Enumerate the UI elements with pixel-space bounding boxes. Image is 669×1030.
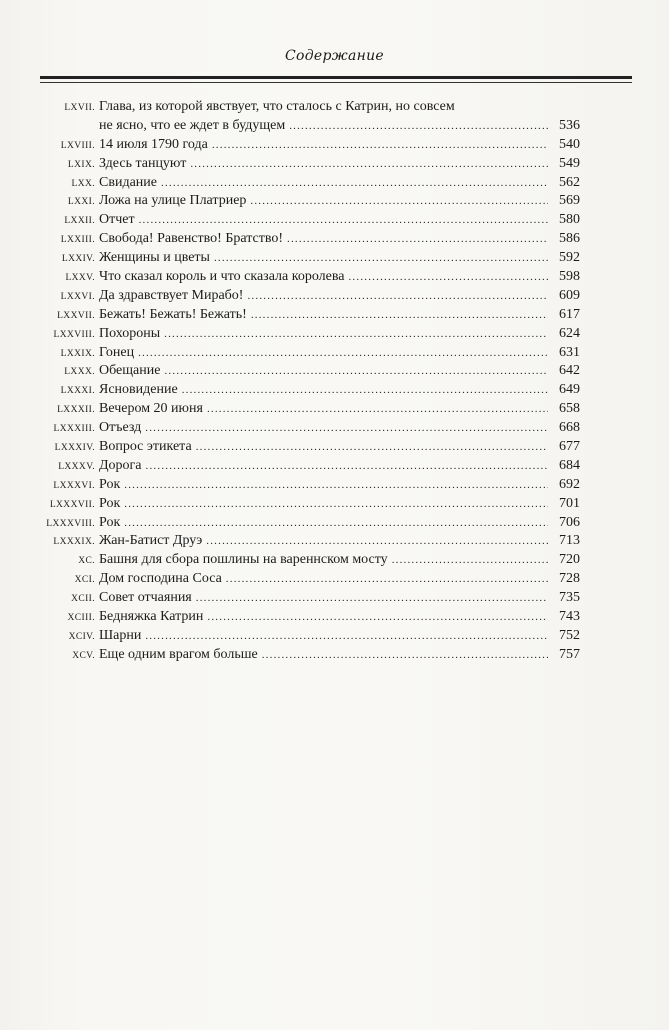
chapter-title: Еще одним врагом больше	[99, 646, 258, 662]
dot-leader	[262, 646, 548, 665]
toc-entry	[40, 570, 580, 589]
dot-leader	[145, 419, 548, 438]
chapter-title: Бежать! Бежать! Бежать!	[99, 306, 247, 322]
table-of-contents	[40, 98, 580, 665]
page-number: 706	[559, 514, 580, 530]
chapter-number: XC.	[78, 556, 95, 567]
chapter-number: LXIX.	[67, 159, 95, 170]
chapter-number: LXXIII.	[60, 235, 95, 246]
dot-leader	[196, 589, 548, 608]
chapter-title: Ложа на улице Платриер	[99, 193, 247, 209]
chapter-number: XCIII.	[67, 613, 95, 624]
toc-entry	[40, 438, 580, 457]
chapter-title: Дом господина Соса	[99, 571, 222, 587]
chapter-title: Обещание	[99, 363, 161, 379]
toc-entry	[40, 136, 580, 155]
dot-leader	[182, 381, 548, 400]
toc-entry	[40, 268, 580, 287]
chapter-number: LXXXI.	[60, 386, 95, 397]
toc-entry	[40, 306, 580, 325]
toc-entry	[40, 457, 580, 476]
page-number: 631	[559, 344, 580, 360]
page-number: 701	[559, 495, 580, 511]
chapter-title: Похороны	[99, 325, 161, 341]
chapter-title: Рок	[99, 476, 121, 492]
chapter-title: Рок	[99, 495, 121, 511]
chapter-title: Свидание	[99, 174, 157, 190]
header-rule-thin	[40, 82, 632, 83]
chapter-number: LXXXII.	[57, 405, 95, 416]
page-number: 720	[559, 552, 580, 568]
dot-leader	[226, 570, 548, 589]
chapter-title: Свобода! Равенство! Братство!	[99, 231, 284, 247]
chapter-number: LXXVII.	[57, 310, 95, 321]
page-number: 580	[559, 212, 580, 228]
page-number: 735	[559, 590, 580, 606]
chapter-number: LXXXIII.	[53, 424, 95, 435]
chapter-title: Да здравствует Мирабо!	[99, 287, 244, 303]
chapter-number: LXXVIII.	[53, 329, 95, 340]
toc-entry	[40, 381, 580, 400]
toc-entry	[40, 419, 580, 438]
page-number: 692	[559, 476, 580, 492]
toc-entry	[40, 495, 580, 514]
dot-leader	[190, 155, 548, 174]
page-number: 642	[559, 363, 580, 379]
dot-leader	[247, 287, 548, 306]
dot-leader	[146, 457, 548, 476]
chapter-number: LXXII.	[64, 216, 95, 227]
page-number: 536	[559, 117, 580, 133]
toc-entry	[40, 514, 580, 533]
page-number: 752	[559, 627, 580, 643]
dot-leader	[392, 551, 548, 570]
chapter-title: 14 июля 1790 года	[99, 136, 208, 152]
page-number: 649	[559, 382, 580, 398]
dot-leader	[164, 325, 548, 344]
dot-leader	[287, 230, 548, 249]
chapter-title: Ясновидение	[99, 382, 178, 398]
dot-leader	[212, 136, 548, 155]
chapter-title: Дорога	[99, 457, 142, 473]
toc-entry	[40, 344, 580, 363]
chapter-title: Рок	[99, 514, 121, 530]
page-number: 598	[559, 269, 580, 285]
chapter-number: LXVIII.	[60, 140, 95, 151]
header-rule-thick	[40, 76, 632, 79]
chapter-number: LXXV.	[65, 273, 95, 284]
chapter-title: Женщины и цветы	[99, 250, 210, 266]
page-number: 569	[559, 193, 580, 209]
chapter-number: LXXIX.	[60, 348, 95, 359]
toc-entry-continuation	[40, 117, 580, 136]
chapter-number: LXXXIX.	[53, 537, 95, 548]
chapter-title: Бедняжка Катрин	[99, 609, 204, 625]
toc-entry	[40, 476, 580, 495]
dot-leader	[124, 514, 548, 533]
page-number: 728	[559, 571, 580, 587]
dot-leader	[348, 268, 548, 287]
page-number: 617	[559, 306, 580, 322]
dot-leader	[164, 362, 548, 381]
toc-entry	[40, 211, 580, 230]
toc-entry	[40, 174, 580, 193]
dot-leader	[251, 306, 548, 325]
dot-leader	[161, 174, 548, 193]
chapter-title: Вечером 20 июня	[99, 401, 203, 417]
chapter-number: XCIV.	[68, 631, 95, 642]
chapter-number: LXXI.	[67, 197, 95, 208]
chapter-number: LXXXIV.	[54, 443, 95, 454]
chapter-number: LXXIV.	[61, 254, 95, 265]
toc-entry	[40, 532, 580, 551]
chapter-number: LXXXVII.	[49, 499, 95, 510]
chapter-title: Что сказал король и что сказала королева	[99, 269, 345, 285]
chapter-title: Отчет	[99, 212, 135, 228]
toc-entry	[40, 98, 580, 117]
chapter-title: Здесь танцуют	[99, 155, 187, 171]
dot-leader	[124, 495, 548, 514]
toc-entry	[40, 155, 580, 174]
toc-entry	[40, 192, 580, 211]
page-number: 592	[559, 250, 580, 266]
toc-entry	[40, 249, 580, 268]
page-number: 549	[559, 155, 580, 171]
page-number: 684	[559, 457, 580, 473]
chapter-number: XCII.	[71, 594, 95, 605]
toc-entry	[40, 362, 580, 381]
chapter-number: XCV.	[72, 650, 95, 661]
dot-leader	[214, 249, 548, 268]
page-number: 713	[559, 533, 580, 549]
dot-leader	[207, 400, 548, 419]
chapter-number: XCI.	[74, 575, 95, 586]
chapter-title: Жан-Батист Друэ	[99, 533, 203, 549]
toc-entry	[40, 325, 580, 344]
page-number: 677	[559, 439, 580, 455]
dot-leader	[207, 608, 548, 627]
chapter-title: Отъезд	[99, 420, 142, 436]
page-number: 609	[559, 287, 580, 303]
toc-entry	[40, 400, 580, 419]
dot-leader	[138, 344, 548, 363]
dot-leader	[124, 476, 548, 495]
page-number: 658	[559, 401, 580, 417]
dot-leader	[139, 211, 548, 230]
page-number: 668	[559, 420, 580, 436]
page-number: 757	[559, 646, 580, 662]
chapter-number: LXVII.	[64, 103, 95, 113]
page-number: 540	[559, 136, 580, 152]
chapter-number: LXXX.	[64, 367, 95, 378]
chapter-title: Башня для сбора пошлины на вареннском мосту	[99, 552, 388, 568]
toc-entry	[40, 627, 580, 646]
chapter-number: LXXXVI.	[53, 480, 95, 491]
page-number: 624	[559, 325, 580, 341]
dot-leader	[145, 627, 548, 646]
chapter-number: LXXXVIII.	[46, 518, 95, 529]
toc-entry	[40, 287, 580, 306]
running-header: Содержание	[284, 48, 385, 64]
dot-leader	[250, 192, 548, 211]
chapter-number: LXX.	[71, 178, 95, 189]
chapter-title: Гонец	[99, 344, 135, 360]
chapter-title: Совет отчаяния	[99, 590, 192, 606]
dot-leader	[196, 438, 548, 457]
toc-entry	[40, 608, 580, 627]
page-number: 586	[559, 231, 580, 247]
chapter-number: LXXXV.	[58, 461, 95, 472]
toc-entry	[40, 551, 580, 570]
page-number: 743	[559, 609, 580, 625]
toc-entry	[40, 230, 580, 249]
chapter-number: LXXVI.	[60, 291, 95, 302]
toc-entry	[40, 589, 580, 608]
dot-leader	[289, 117, 548, 136]
dot-leader	[206, 532, 548, 551]
chapter-title: Вопрос этикета	[99, 439, 192, 455]
toc-entry	[40, 646, 580, 665]
chapter-title: Шарни	[99, 627, 142, 643]
page-number: 562	[559, 174, 580, 190]
chapter-title-line: Глава, из которой явствует, что сталось с Катрин, но совсем	[99, 99, 455, 114]
chapter-title: не ясно, что ее ждет в будущем	[99, 117, 286, 133]
